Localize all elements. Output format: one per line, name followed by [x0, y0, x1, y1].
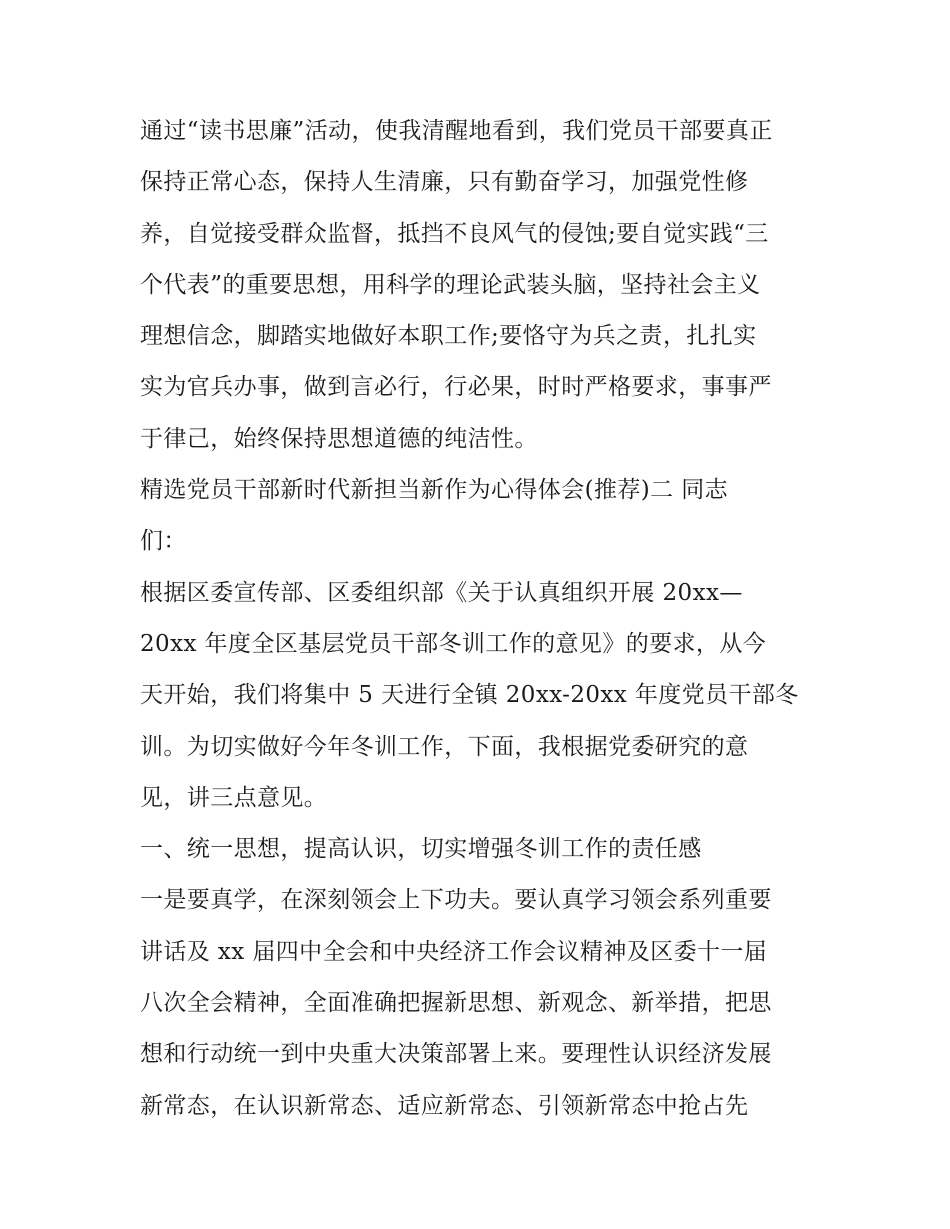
text-line: 20xx 年度全区基层党员干部冬训工作的意见》的要求，从今	[140, 630, 767, 657]
text-line: 养，自觉接受群众监督，抵挡不良风气的侵蚀;要自觉实践“三	[140, 220, 769, 247]
document-body	[140, 106, 830, 1132]
text-line: 理想信念，脚踏实地做好本职工作;要恪守为兵之责，扎扎实	[140, 323, 757, 350]
text-line: 八次全会精神，全面准确把握新思想、新观念、新举措，把思	[140, 990, 772, 1017]
text-line: 通过“读书思廉”活动，使我清醒地看到，我们党员干部要真正	[140, 118, 773, 144]
text-line: 个代表”的重要思想，用科学的理论武装头脑，坚持社会主义	[140, 271, 761, 298]
subheading-line: 一、统一思想，提高认识，切实增强冬训工作的责任感	[140, 836, 702, 863]
text-line: 训。为切实做好今年冬训工作，下面，我根据党委研究的意	[140, 733, 749, 760]
section-heading-line: 精选党员干部新时代新担当新作为心得体会(推荐)二 同志	[140, 477, 729, 504]
text-line: 保持正常心态，保持人生清廉，只有勤奋学习，加强党性修	[140, 169, 749, 196]
text-line: 想和行动统一到中央重大决策部署上来。要理性认识经济发展	[140, 1041, 772, 1068]
text-line: 一是要真学，在深刻领会上下功夫。要认真学习领会系列重要	[140, 887, 772, 914]
text-line: 见，讲三点意见。	[140, 784, 328, 811]
text-line: 于律己，始终保持思想道德的纯洁性。	[140, 425, 538, 452]
text-line: 讲话及 xx 届四中全会和中央经济工作会议精神及区委十一届	[140, 938, 768, 965]
text-line: 根据区委宣传部、区委组织部《关于认真组织开展 20xx—	[140, 579, 743, 606]
text-line: 们：	[140, 528, 187, 555]
text-line: 天开始，我们将集中 5 天进行全镇 20xx-20xx 年度党员干部冬	[140, 682, 799, 709]
text-line: 实为官兵办事，做到言必行，行必果，时时严格要求，事事严	[140, 374, 772, 401]
text-line: 新常态，在认识新常态、适应新常态、引领新常态中抢占先	[140, 1092, 749, 1119]
